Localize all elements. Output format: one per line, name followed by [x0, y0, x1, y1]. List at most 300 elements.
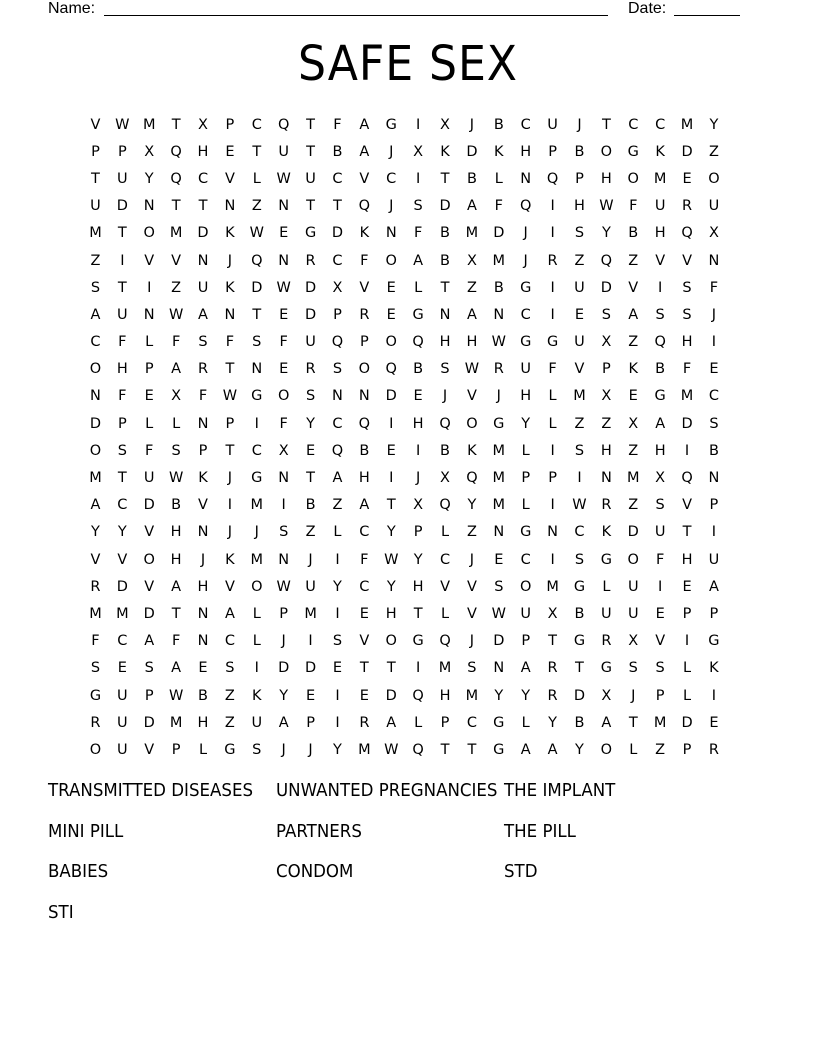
grid-letter: U [547, 116, 558, 133]
grid-letter: I [415, 170, 421, 187]
grid-letter: X [440, 116, 450, 133]
word-list-item: STI [48, 902, 74, 923]
grid-letter: S [440, 361, 450, 378]
grid-letter: E [655, 605, 665, 622]
grid-letter: N [251, 361, 263, 378]
grid-letter: F [118, 334, 127, 351]
grid-letter: D [143, 605, 155, 622]
grid-letter: X [198, 116, 208, 133]
grid-letter: D [573, 687, 586, 704]
grid-letter: C [359, 524, 370, 541]
grid-letter: B [198, 687, 208, 704]
grid-letter: E [709, 714, 719, 731]
grid-letter: E [494, 551, 504, 568]
grid-letter: Q [251, 252, 263, 269]
grid-letter: X [655, 470, 666, 487]
grid-letter: G [251, 388, 263, 405]
grid-letter: I [550, 551, 555, 568]
grid-letter: J [523, 225, 528, 242]
grid-letter: X [413, 143, 424, 160]
grid-letter: M [653, 714, 667, 731]
grid-letter: D [116, 198, 128, 215]
grid-letter: K [601, 524, 612, 541]
grid-letter: K [225, 279, 235, 296]
grid-letter: E [359, 687, 369, 704]
grid-letter: R [305, 252, 316, 269]
grid-letter: G [251, 470, 263, 487]
grid-letter: M [680, 388, 694, 405]
grid-letter: A [359, 143, 370, 160]
grid-letter: M [680, 116, 694, 133]
grid-letter: L [333, 524, 342, 541]
grid-letter: S [467, 660, 477, 677]
grid-letter: P [333, 306, 342, 323]
grid-letter: I [711, 334, 717, 351]
grid-letter: J [308, 551, 313, 568]
grid-letter: Y [386, 578, 396, 595]
grid-letter: J [389, 198, 394, 215]
grid-letter: Z [708, 143, 719, 160]
grid-letter: G [600, 551, 612, 568]
grid-letter: T [440, 741, 450, 758]
grid-letter: S [655, 306, 665, 323]
grid-letter: T [171, 116, 181, 133]
grid-letter: V [359, 279, 370, 296]
grid-letter: O [358, 361, 371, 378]
grid-letter: M [492, 252, 506, 269]
grid-letter: C [197, 170, 209, 187]
grid-letter: N [224, 306, 236, 323]
grid-letter: T [225, 361, 235, 378]
grid-letter: Z [90, 252, 101, 269]
grid-letter: O [627, 551, 639, 568]
grid-letter: Q [546, 170, 559, 187]
grid-letter: U [627, 605, 639, 622]
grid-letter: G [627, 143, 639, 160]
grid-letter: N [197, 524, 209, 541]
grid-letter: P [709, 605, 719, 622]
grid-letter: S [252, 334, 262, 351]
grid-letter: O [385, 252, 397, 269]
grid-letter: A [655, 415, 666, 432]
grid-letter: Y [548, 714, 558, 731]
grid-letter: C [117, 497, 128, 514]
grid-letter: I [254, 415, 259, 432]
grid-letter: V [117, 551, 128, 568]
grid-letter: T [601, 116, 611, 133]
grid-letter: X [171, 388, 182, 405]
grid-letter: O [143, 225, 155, 242]
grid-letter: F [682, 361, 692, 378]
grid-letter: A [90, 306, 101, 323]
grid-letter: H [466, 334, 478, 351]
grid-letter: W [599, 198, 614, 215]
grid-letter: C [439, 551, 451, 568]
grid-letter: E [386, 306, 396, 323]
grid-letter: P [144, 687, 154, 704]
grid-letter: K [198, 470, 208, 487]
grid-letter: U [627, 578, 639, 595]
grid-letter: E [332, 660, 343, 677]
grid-letter: Z [655, 741, 666, 758]
grid-letter: D [681, 714, 693, 731]
grid-letter: Y [467, 497, 477, 514]
grid-letter: T [171, 198, 181, 215]
grid-letter: V [171, 252, 182, 269]
grid-letter: D [304, 306, 317, 323]
grid-letter: G [493, 741, 505, 758]
grid-letter: E [198, 660, 208, 677]
grid-letter: P [413, 524, 423, 541]
grid-letter: E [225, 143, 235, 160]
grid-letter: B [305, 497, 316, 514]
grid-letter: N [278, 470, 290, 487]
grid-letter: H [170, 551, 182, 568]
grid-letter: F [709, 279, 719, 296]
grid-letter: Y [91, 524, 100, 541]
grid-letter: K [467, 442, 477, 459]
grid-letter: N [224, 198, 236, 215]
grid-letter: R [682, 198, 693, 215]
grid-letter: Y [521, 415, 531, 432]
grid-letter: C [520, 551, 531, 568]
grid-letter: T [386, 660, 396, 677]
grid-letter: N [708, 252, 720, 269]
grid-letter: U [305, 578, 316, 595]
grid-letter: P [359, 334, 369, 351]
grid-letter: I [415, 660, 421, 677]
grid-letter: V [682, 497, 692, 514]
grid-letter: T [682, 524, 692, 541]
grid-letter: M [142, 116, 156, 133]
grid-letter: R [305, 361, 316, 378]
grid-letter: V [466, 605, 477, 622]
grid-letter: L [252, 170, 261, 187]
grid-letter: L [145, 415, 154, 432]
grid-letter: T [440, 170, 450, 187]
grid-letter: F [655, 551, 665, 568]
grid-letter: I [711, 687, 717, 704]
grid-letter: H [197, 578, 209, 595]
grid-letter: K [359, 225, 370, 242]
grid-letter: I [254, 660, 259, 677]
grid-letter: R [601, 497, 612, 514]
grid-letter: U [251, 714, 263, 731]
grid-letter: W [168, 306, 184, 323]
grid-letter: J [227, 524, 233, 541]
grid-letter: V [144, 252, 155, 269]
grid-letter: B [708, 442, 719, 459]
grid-letter: H [600, 442, 612, 459]
grid-letter: U [278, 143, 289, 160]
grid-letter: T [413, 605, 423, 622]
grid-letter: C [117, 633, 128, 650]
grid-letter: S [494, 578, 504, 595]
grid-letter: U [520, 361, 531, 378]
grid-letter: O [385, 633, 397, 650]
grid-letter: V [466, 388, 477, 405]
grid-letter: S [252, 741, 262, 758]
grid-letter: O [708, 170, 720, 187]
grid-letter: R [493, 361, 504, 378]
grid-letter: I [550, 306, 555, 323]
grid-letter: R [197, 361, 209, 378]
grid-letter: G [520, 524, 532, 541]
grid-letter: T [306, 143, 315, 160]
grid-letter: L [548, 388, 557, 405]
grid-letter: E [359, 605, 369, 622]
grid-letter: F [198, 388, 208, 405]
grid-letter: N [385, 225, 397, 242]
grid-letter: A [90, 497, 101, 514]
grid-letter: D [304, 279, 317, 296]
grid-letter: E [305, 442, 316, 459]
grid-letter: Y [709, 116, 719, 133]
grid-letter: E [279, 361, 289, 378]
grid-letter: M [169, 225, 183, 242]
grid-letter: G [520, 334, 532, 351]
grid-letter: V [655, 252, 666, 269]
grid-letter: H [681, 551, 693, 568]
grid-letter: S [90, 660, 101, 677]
word-list-item: PARTNERS [276, 821, 362, 842]
grid-letter: S [171, 442, 181, 459]
grid-letter: Z [628, 252, 639, 269]
grid-letter: T [628, 714, 638, 731]
grid-letter: B [466, 170, 477, 187]
grid-letter: V [144, 741, 155, 758]
grid-letter: U [117, 741, 128, 758]
grid-letter: A [708, 578, 719, 595]
grid-letter: F [171, 633, 181, 650]
grid-letter: H [412, 415, 424, 432]
grid-letter: H [439, 687, 451, 704]
grid-letter: Q [358, 198, 371, 215]
grid-letter: J [254, 524, 259, 541]
grid-letter: G [573, 633, 586, 650]
grid-letter: Q [439, 415, 451, 432]
grid-letter: A [386, 714, 397, 731]
grid-letter: I [335, 605, 340, 622]
grid-letter: I [577, 470, 582, 487]
grid-letter: M [89, 470, 102, 487]
grid-letter: H [385, 605, 397, 622]
grid-letter: L [682, 660, 692, 677]
grid-letter: Q [681, 470, 693, 487]
grid-letter: D [331, 225, 344, 242]
grid-letter: V [224, 578, 235, 595]
grid-letter: F [171, 334, 181, 351]
puzzle-title: SAFE SEX [298, 36, 518, 92]
grid-letter: L [414, 279, 423, 296]
grid-letter: Y [144, 170, 154, 187]
grid-letter: B [493, 279, 504, 296]
word-list-item: THE IMPLANT [504, 781, 616, 801]
grid-letter: C [251, 442, 262, 459]
name-blank-line [104, 15, 608, 16]
grid-letter: Z [466, 279, 477, 296]
grid-letter: S [655, 660, 665, 677]
grid-letter: N [332, 388, 343, 405]
grid-letter: N [197, 633, 209, 650]
grid-letter: U [654, 524, 666, 541]
grid-letter: Y [117, 524, 127, 541]
grid-letter: W [168, 470, 184, 487]
grid-letter: W [276, 170, 291, 187]
grid-letter: X [601, 388, 612, 405]
grid-letter: X [332, 279, 343, 296]
grid-letter: I [550, 497, 555, 514]
grid-letter: U [117, 170, 128, 187]
grid-letter: U [574, 334, 585, 351]
grid-letter: C [90, 334, 101, 351]
grid-letter: O [519, 578, 532, 595]
grid-letter: T [225, 442, 235, 459]
grid-letter: D [251, 279, 263, 296]
grid-letter: G [493, 714, 505, 731]
grid-letter: Z [628, 442, 639, 459]
grid-letter: J [308, 741, 313, 758]
grid-letter: J [469, 633, 475, 650]
grid-letter: Z [574, 415, 585, 432]
grid-letter: I [711, 524, 717, 541]
grid-letter: L [145, 334, 154, 351]
grid-letter: A [224, 605, 235, 622]
grid-letter: M [89, 225, 102, 242]
grid-letter: P [279, 605, 289, 622]
grid-letter: H [197, 143, 209, 160]
grid-letter: I [120, 252, 125, 269]
grid-letter: J [415, 470, 421, 487]
grid-letter: F [360, 252, 369, 269]
grid-letter: R [359, 306, 370, 323]
grid-letter: M [250, 497, 264, 514]
grid-letter: F [91, 633, 100, 650]
word-list-item: UNWANTED PREGNANCIES [276, 781, 498, 801]
grid-letter: W [168, 687, 184, 704]
grid-letter: G [493, 415, 505, 432]
grid-letter: B [628, 225, 639, 242]
grid-letter: M [250, 551, 264, 568]
grid-letter: W [222, 388, 238, 405]
grid-letter: Y [413, 551, 423, 568]
grid-letter: W [491, 605, 506, 622]
grid-letter: P [521, 633, 531, 650]
grid-letter: R [547, 660, 558, 677]
grid-letter: S [305, 388, 316, 405]
grid-letter: M [465, 687, 479, 704]
grid-letter: X [144, 143, 155, 160]
grid-letter: I [227, 497, 233, 514]
grid-letter: L [494, 170, 503, 187]
grid-letter: J [227, 252, 233, 269]
grid-letter: P [91, 143, 100, 160]
grid-letter: E [279, 225, 289, 242]
grid-letter: H [654, 442, 666, 459]
grid-letter: A [171, 578, 182, 595]
grid-letter: I [281, 497, 286, 514]
grid-letter: A [466, 306, 477, 323]
grid-letter: Q [412, 687, 424, 704]
grid-letter: L [414, 714, 423, 731]
grid-letter: Z [466, 524, 477, 541]
grid-letter: T [117, 279, 127, 296]
grid-letter: X [601, 334, 612, 351]
grid-letter: U [708, 551, 720, 568]
grid-letter: Q [654, 334, 666, 351]
grid-letter: R [601, 633, 612, 650]
grid-letter: E [682, 578, 692, 595]
grid-letter: F [333, 116, 342, 133]
grid-letter: C [251, 116, 262, 133]
grid-letter: H [681, 334, 693, 351]
grid-letter: P [655, 687, 665, 704]
word-list-item: TRANSMITTED DISEASES [48, 781, 254, 801]
grid-letter: Z [628, 497, 639, 514]
grid-letter: S [574, 225, 585, 242]
grid-letter: K [252, 687, 262, 704]
grid-letter: L [629, 741, 638, 758]
grid-letter: T [171, 605, 181, 622]
grid-letter: U [197, 279, 209, 296]
grid-letter: I [550, 198, 555, 215]
grid-letter: X [628, 415, 639, 432]
grid-letter: X [708, 225, 719, 242]
grid-letter: E [682, 170, 692, 187]
grid-letter: B [493, 116, 504, 133]
grid-letter: X [278, 442, 289, 459]
grid-letter: U [117, 306, 128, 323]
word-list-item: THE PILL [504, 821, 576, 842]
grid-letter: N [143, 198, 155, 215]
grid-letter: F [145, 442, 154, 459]
grid-letter: O [251, 578, 263, 595]
grid-letter: A [278, 714, 289, 731]
grid-letter: U [90, 198, 101, 215]
grid-letter: G [600, 660, 612, 677]
grid-letter: Q [519, 198, 532, 215]
grid-letter: A [171, 361, 182, 378]
grid-letter: Y [521, 687, 531, 704]
grid-letter: A [198, 306, 208, 323]
grid-letter: S [413, 198, 423, 215]
grid-letter: P [144, 361, 154, 378]
grid-letter: Y [279, 687, 289, 704]
grid-letter: U [601, 605, 612, 622]
grid-letter: B [440, 252, 450, 269]
grid-letter: I [335, 687, 340, 704]
grid-letter: I [658, 279, 663, 296]
grid-letter: V [359, 633, 370, 650]
grid-letter: J [496, 388, 501, 405]
grid-letter: T [91, 170, 100, 187]
grid-letter: S [90, 279, 101, 296]
grid-letter: A [144, 633, 155, 650]
grid-letter: N [197, 252, 209, 269]
grid-letter: V [198, 497, 208, 514]
grid-letter: X [628, 633, 639, 650]
grid-letter: D [385, 388, 397, 405]
grid-letter: H [197, 714, 209, 731]
grid-letter: B [359, 442, 370, 459]
grid-letter: D [681, 143, 693, 160]
grid-letter: P [548, 470, 557, 487]
grid-letter: M [653, 170, 667, 187]
grid-letter: C [628, 116, 639, 133]
grid-letter: E [628, 388, 638, 405]
grid-letter: W [572, 497, 587, 514]
grid-letter: T [440, 279, 450, 296]
